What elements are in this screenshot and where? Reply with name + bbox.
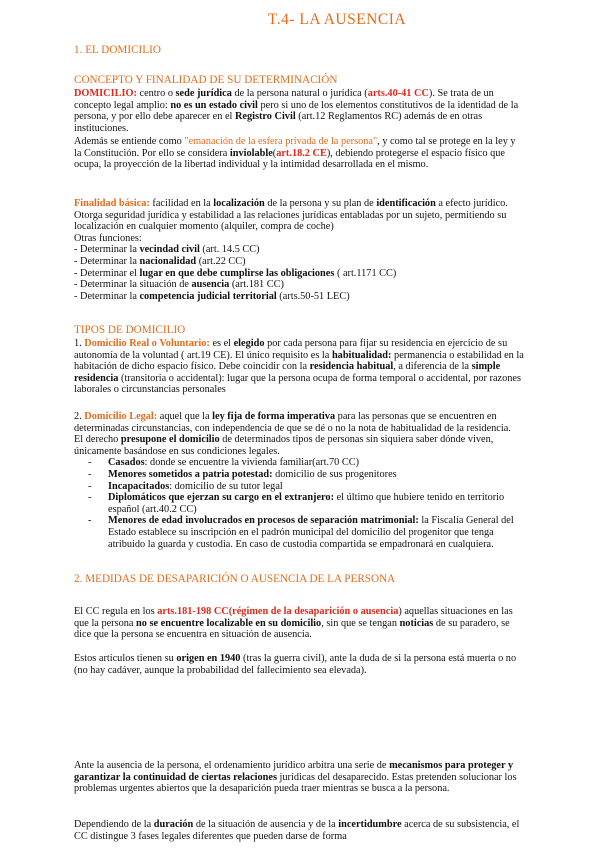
quote: "emanación de la esfera privada de la persona" — [184, 136, 378, 147]
text: pero si uno de los elementos constitutivos de la identidad de la persona, y por ello debe aparecer en el — [74, 99, 519, 123]
bold-term: Diplomáticos que ejerzan su cargo en el extranjero: — [108, 492, 335, 504]
article-reference: arts.181-198 CC — [157, 606, 229, 617]
bold-term: no es un estado civil — [170, 99, 258, 111]
bold-term: sede jurídica — [175, 88, 232, 99]
text: a efecto jurídico. Otorga seguridad jurídica y estabilidad a las relaciones jurídicas entabladas por un sujeto, permitiendo su localización en cualquier momento (alquiler, compra de coche) — [74, 198, 508, 233]
section-1-heading: 1. EL DOMICILIO — [74, 44, 161, 56]
text: la Fiscalía General del Estado establece su inscripción en el padrón municipal del domicilio del progenitor que tenga atribuido la guarda y custodia. En caso de custodia compartida se empadronará en cualquiera. — [108, 515, 514, 550]
bold-term: simple residencia — [74, 361, 501, 384]
function-item — [74, 244, 520, 256]
bold-term: noticias — [399, 617, 434, 629]
text: ( — [272, 147, 277, 159]
text: domicilio de sus progenitores — [272, 468, 397, 480]
text: de la situación de ausencia y de la — [193, 819, 339, 830]
bold-term: origen en 1940 — [176, 653, 241, 664]
text: el último que hubiere tenido en territorio español (art.40.2 CC) — [108, 492, 505, 515]
function-item — [74, 256, 520, 268]
text: de la persona natural o jurídica ( — [231, 88, 368, 99]
bold-term: competencia judicial territorial — [139, 290, 277, 302]
bold-term: inviolable — [229, 147, 273, 159]
finalidad-block — [74, 198, 524, 302]
text: Estos artículos tienen su — [74, 653, 177, 664]
domicilio-legal — [74, 411, 520, 457]
text: (art.22 CC) — [196, 255, 246, 267]
document-title: T.4- LA AUSENCIA — [267, 11, 407, 28]
text: de su paradero, se dice que la persona se encuentra en situación de ausencia. — [74, 617, 510, 641]
text: - Determinar el — [74, 267, 140, 279]
function-item — [74, 291, 520, 303]
text: por cada persona para fijar su residencia en ejercicio de su autonomía de la voluntad ( art.19 CE). El único requisito es la — [74, 338, 508, 361]
list-item — [88, 469, 518, 481]
bold-term: lugar en que debe cumplirse las obligaciones — [139, 267, 335, 279]
otras-funciones: Otras funciones: — [74, 232, 142, 244]
text: : domicilio de su tutor legal — [169, 480, 283, 492]
article-reference: arts.40-41 CC — [367, 88, 429, 99]
domicilio-definition — [74, 88, 524, 134]
text: (art.181 CC) — [229, 279, 284, 291]
bold-term: ley fija de forma imperativa — [212, 411, 336, 422]
bold-term: vecindad civil — [139, 244, 200, 256]
text: jurídicas del desaparecido. Estas pretenden solucionar los problemas urgentes abiertos que la desaparición pueda traer mientras se busca a la persona. — [74, 771, 517, 795]
finalidad-paragraph — [74, 198, 520, 233]
section-2-heading: 2. MEDIDAS DE DESAPARICIÓN O AUSENCIA DE LA PERSONA — [74, 573, 396, 585]
text: , y como tal se protege en la ley y la Constitución. Por ello se considera — [74, 136, 516, 159]
tipos-heading: TIPOS DE DOMICILIO — [74, 324, 186, 336]
finalidad-label: Finalidad básica: — [74, 198, 150, 209]
bold-term: localización — [213, 198, 265, 209]
bold-term: nacionalidad — [139, 255, 197, 267]
voluntario-label: Domicilio Real o Voluntario: — [84, 338, 210, 349]
text: 2. — [74, 411, 85, 422]
bold-term: Menores de edad involucrados en procesos de separación matrimonial: — [108, 515, 419, 527]
text: (tras la guerra civil), ante la duda de si la persona está muerta o no (no hay cadáver, aunque la probabilidad del fallecimiento sea elevada). — [74, 653, 517, 676]
text: 1. — [74, 338, 85, 349]
list-item — [88, 515, 518, 550]
cc-paragraph — [74, 606, 524, 641]
concepto-heading: CONCEPTO Y FINALIDAD DE SU DETERMINACIÓN — [74, 74, 338, 86]
bold-term: incertidumbre — [338, 819, 402, 830]
dependiendo-paragraph — [74, 819, 524, 842]
text: ) aquellas situaciones en las que la persona — [74, 606, 513, 629]
text: Además se entiende como — [74, 136, 185, 147]
list-item — [88, 457, 518, 469]
text: Dependiendo de la — [74, 819, 154, 830]
emanacion-paragraph — [74, 136, 524, 171]
text: (art.12 Reglamentos RC) además de en otras instituciones. — [74, 111, 483, 134]
text: , sin que se tengan — [321, 617, 400, 629]
bold-term: duración — [153, 819, 194, 830]
regime-reference: (régimen de la desaparición o ausencia — [228, 606, 399, 617]
bold-term: Registro Civil — [234, 111, 296, 123]
text: de determinados tipos de personas sin siquiera saber dónde viven, únicamente basándose en sus condiciones legales. — [74, 434, 494, 457]
bold-term: Menores sometidos a patria potestad: — [108, 468, 273, 480]
ante-paragraph — [74, 760, 524, 795]
bold-term: Casados — [108, 457, 145, 469]
bold-term: no se encuentre localizable en su domicilio — [136, 617, 322, 629]
text: - Determinar la situación de — [74, 279, 192, 291]
bold-term: presupone el domicilio — [120, 434, 220, 446]
text: de la persona y su plan de — [264, 198, 377, 209]
text: ), debiendo protegerse el espacio físico que ocupa, la proyección de la libertad individual y la intimidad desarrollada en el mismo. — [74, 147, 505, 171]
function-item — [74, 268, 520, 280]
text: - Determinar la — [74, 255, 140, 267]
text: (art. 14.5 CC) — [199, 244, 260, 256]
function-item — [74, 279, 520, 291]
text: - Determinar la — [74, 244, 140, 256]
text: para las personas que se encuentren en determinadas circunstancias, con independencia de que se dé o no la nota de habitualidad de la residencia. El derecho — [74, 411, 511, 446]
text: ). Se trata de un concepto legal amplio: — [74, 88, 494, 111]
text: facilidad en la — [149, 198, 214, 209]
text: es el — [209, 338, 234, 349]
legal-label: Domicilio Legal: — [84, 411, 158, 422]
text: permanencia o estabilidad en la habitación de dicho espacio físico. Debe coincidir con la — [74, 349, 524, 373]
list-item — [88, 481, 518, 493]
text: - Determinar la — [74, 290, 140, 302]
text: : donde se encuentre la vivienda familiar(art.70 CC) — [144, 457, 360, 469]
text: aquel que la — [157, 411, 213, 422]
text: acerca de su subsistencia, el CC distingue 3 fases legales diferentes que pueden darse de forma — [74, 819, 520, 842]
bold-term: identificación — [376, 198, 436, 209]
legal-list — [74, 457, 524, 550]
text: (arts.50-51 LEC) — [276, 290, 350, 302]
text: Ante la ausencia de la persona, el ordenamiento jurídico arbitra una serie de — [74, 760, 390, 771]
text: , a diferencia de la — [393, 361, 472, 373]
origen-paragraph — [74, 653, 524, 676]
bold-term: mecanismos para proteger y garantizar la continuidad de ciertas relaciones — [74, 760, 514, 783]
list-item — [88, 492, 518, 515]
text: ( art.1171 CC) — [334, 267, 397, 279]
domicilio-legal-block — [74, 411, 524, 550]
domicilio-voluntario — [74, 338, 524, 396]
article-reference: art.18.2 CE — [276, 147, 327, 159]
bold-term: habitualidad: — [331, 349, 392, 361]
text: El CC regula en los — [74, 606, 158, 617]
domicilio-label: DOMICILIO: — [74, 88, 137, 99]
text: (transitoria o accidental): lugar que la persona ocupa de forma temporal o accidental, por razones laborales o circunstancias personales — [74, 372, 521, 396]
text: centro o — [136, 88, 176, 99]
bold-term: elegido — [233, 338, 265, 349]
bold-term: Incapacitados — [108, 480, 170, 492]
bold-term: residencia habitual — [309, 361, 394, 373]
bold-term: ausencia — [191, 279, 230, 291]
